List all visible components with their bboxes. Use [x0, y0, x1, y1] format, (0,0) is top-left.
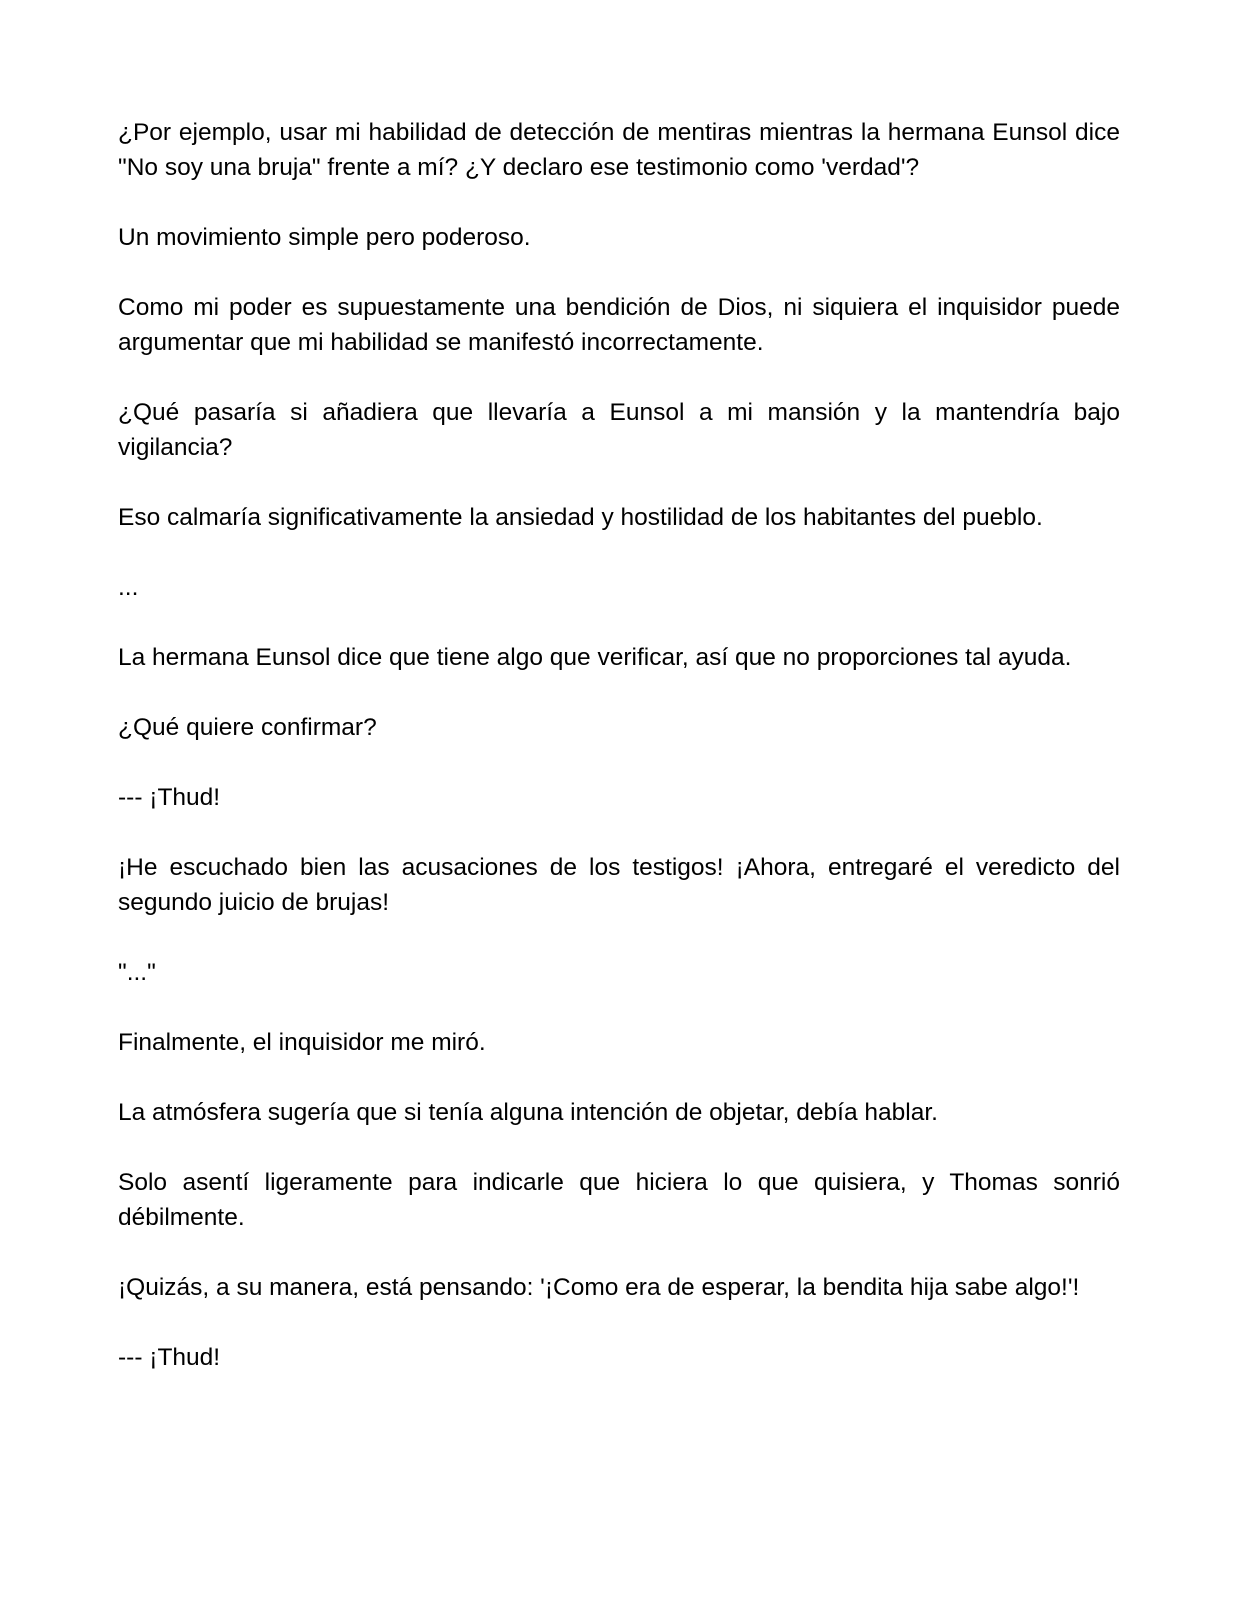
paragraph: "..." — [118, 959, 156, 986]
paragraph: ¿Qué quiere confirmar? — [118, 714, 377, 741]
paragraph: Como mi poder es supuestamente una bendición de Dios, ni siquiera el inquisidor puede argumentar que mi habilidad se manifestó incorrectamente. — [118, 294, 1120, 356]
paragraph: --- ¡Thud! — [118, 784, 221, 811]
paragraph: --- ¡Thud! — [118, 1344, 221, 1371]
paragraph: Finalmente, el inquisidor me miró. — [118, 1029, 486, 1056]
paragraph: Solo asentí ligeramente para indicarle que hiciera lo que quisiera, y Thomas sonrió débilmente. — [118, 1169, 1120, 1231]
paragraph: ¿Qué pasaría si añadiera que llevaría a Eunsol a mi mansión y la mantendría bajo vigilancia? — [118, 399, 1120, 461]
paragraph: La hermana Eunsol dice que tiene algo que verificar, así que no proporciones tal ayuda. — [118, 644, 1072, 671]
paragraph: ¡Quizás, a su manera, está pensando: '¡Como era de esperar, la bendita hija sabe algo!'! — [118, 1274, 1080, 1301]
paragraph: ¡He escuchado bien las acusaciones de los testigos! ¡Ahora, entregaré el veredicto del segundo juicio de brujas! — [118, 854, 1120, 916]
paragraph: La atmósfera sugería que si tenía alguna intención de objetar, debía hablar. — [118, 1099, 938, 1126]
paragraph: Eso calmaría significativamente la ansiedad y hostilidad de los habitantes del pueblo. — [118, 504, 1043, 531]
paragraph: ... — [118, 574, 139, 601]
document-page — [118, 115, 1120, 1410]
paragraph: Un movimiento simple pero poderoso. — [118, 224, 531, 251]
paragraph: ¿Por ejemplo, usar mi habilidad de detección de mentiras mientras la hermana Eunsol dice "No soy una bruja" frente a mí? ¿Y declaro ese testimonio como 'verdad'? — [118, 119, 1120, 181]
